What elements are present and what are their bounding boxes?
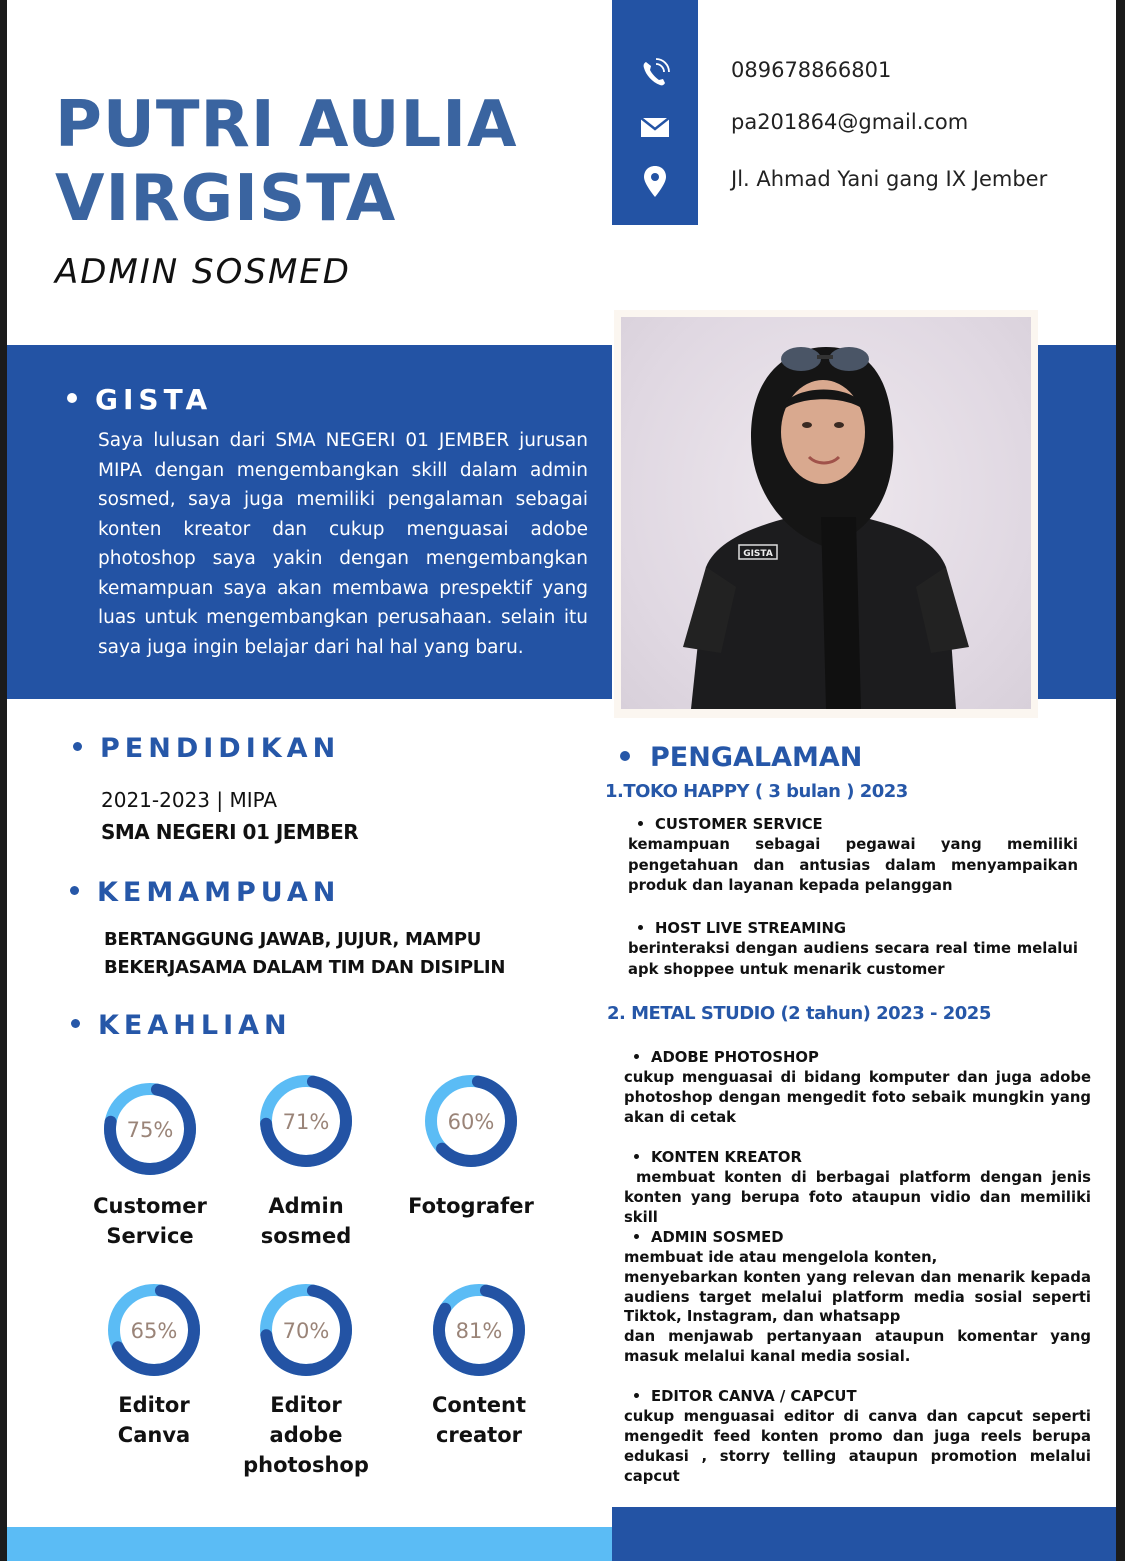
task-description-line: menyebarkan konten yang relevan dan menarik kepada audiens target melalui platform media sosial seperti bbox=[624, 1268, 1091, 1306]
donut-ring bbox=[258, 1282, 354, 1378]
skill-label-line: Canva bbox=[117, 1423, 191, 1447]
expertise-heading-text: KEAHLIAN bbox=[98, 1010, 292, 1041]
skill-label bbox=[70, 1191, 230, 1251]
education-heading bbox=[73, 733, 340, 764]
profile-heading bbox=[67, 383, 212, 416]
task-title bbox=[624, 1387, 1091, 1407]
bullet-icon bbox=[634, 1393, 639, 1398]
skill-label-line: adobe bbox=[269, 1423, 343, 1447]
bullet-icon bbox=[73, 742, 82, 751]
task-title-text: ADMIN SOSMED bbox=[651, 1229, 784, 1246]
task-description: berinteraksi dengan audiens secara real time melalui apk shoppee untuk menarik customer bbox=[628, 940, 1078, 978]
skill-label bbox=[391, 1191, 551, 1221]
portrait-illustration bbox=[621, 317, 1031, 709]
profile-photo bbox=[621, 317, 1031, 709]
skill-ring-fotografer bbox=[391, 1073, 551, 1221]
task-host-live-streaming bbox=[628, 919, 1078, 980]
abilities-heading bbox=[70, 877, 340, 908]
bullet-icon bbox=[634, 1154, 639, 1159]
task-description-line: Tiktok, Instagram, dan whatsapp bbox=[624, 1308, 901, 1326]
profile-heading-text: GISTA bbox=[95, 383, 213, 416]
bullet-icon bbox=[634, 1054, 639, 1059]
task-title bbox=[628, 815, 1078, 835]
ring-percent-label: 81% bbox=[455, 1319, 503, 1343]
phone-number[interactable]: 089678866801 bbox=[731, 58, 892, 82]
resume-page bbox=[7, 0, 1116, 1561]
contact-icon-bar bbox=[612, 0, 698, 225]
skill-label bbox=[399, 1390, 559, 1450]
footer-dark-blue-bar bbox=[612, 1507, 1116, 1561]
donut-ring bbox=[102, 1081, 198, 1177]
task-description: cukup menguasai editor di canva dan capcut seperti mengedit feed konten promo dan juga reels berupa edukasi , storry telling ataupun promotion melalui capcut bbox=[624, 1408, 1091, 1485]
full-name bbox=[55, 88, 518, 236]
skill-label-line: Fotografer bbox=[408, 1194, 534, 1218]
skill-label-line: photoshop bbox=[243, 1453, 369, 1477]
skill-ring-content-creator bbox=[399, 1282, 559, 1450]
bullet-icon bbox=[638, 821, 643, 826]
phone-icon bbox=[638, 56, 672, 90]
mail-icon bbox=[638, 110, 672, 144]
job-title-1: 1.TOKO HAPPY ( 3 bulan ) 2023 bbox=[605, 781, 908, 802]
education-period: 2021-2023 | MIPA bbox=[101, 788, 278, 812]
task-title-text: CUSTOMER SERVICE bbox=[655, 816, 823, 833]
skill-label-line: creator bbox=[435, 1423, 523, 1447]
skill-label-line: Content bbox=[431, 1393, 527, 1417]
task-title-text: EDITOR CANVA / CAPCUT bbox=[651, 1388, 857, 1405]
name-line-2: VIRGISTA bbox=[55, 162, 397, 236]
task-title bbox=[624, 1048, 1091, 1068]
skill-label-line: Service bbox=[106, 1224, 194, 1248]
profile-summary: Saya lulusan dari SMA NEGERI 01 JEMBER jurusan MIPA dengan mengembangkan skill dalam admin sosmed, saya juga memiliki pengalaman sebagai konten kreator dan cukup menguasai adobe photoshop saya yakin dengan mengembangkan kemampuan saya akan membawa prespektif yang luas untuk mengembangkan perusahaan. selain itu saya juga ingin belajar dari hal hal yang baru. bbox=[98, 430, 588, 658]
donut-ring bbox=[258, 1073, 354, 1169]
experience-heading bbox=[620, 742, 862, 773]
skill-label-line: sosmed bbox=[260, 1224, 352, 1248]
name-line-1: PUTRI AULIA bbox=[55, 88, 518, 162]
bullet-icon bbox=[620, 751, 630, 761]
skill-ring-customer-service bbox=[70, 1081, 230, 1251]
location-pin-icon bbox=[638, 164, 672, 198]
decorative-blue-block bbox=[1038, 345, 1116, 699]
abilities-text: BERTANGGUNG JAWAB, JUJUR, MAMPU BEKERJASAMA DALAM TIM DAN DISIPLIN bbox=[104, 929, 506, 978]
task-description-line: membuat ide atau mengelola konten, bbox=[624, 1249, 938, 1266]
task-title-text: HOST LIVE STREAMING bbox=[655, 920, 846, 937]
skill-label-line: Admin bbox=[268, 1194, 344, 1218]
email-address[interactable]: pa201864@gmail.com bbox=[731, 110, 969, 134]
task-description-line: dan menjawab pertanyaan ataupun komentar yang masuk melalui kanal media sosial. bbox=[624, 1328, 1091, 1365]
task-konten-kreator bbox=[624, 1148, 1091, 1228]
ring-percent-label: 70% bbox=[282, 1319, 330, 1343]
donut-ring bbox=[106, 1282, 202, 1378]
job-title-2: 2. METAL STUDIO (2 tahun) 2023 - 2025 bbox=[607, 1003, 991, 1024]
education-heading-text: PENDIDIKAN bbox=[100, 733, 341, 764]
bullet-icon bbox=[638, 925, 643, 930]
job-role: ADMIN SOSMED bbox=[55, 252, 351, 292]
task-title bbox=[624, 1228, 1091, 1248]
task-title bbox=[624, 1148, 1091, 1168]
task-adobe-photoshop bbox=[624, 1048, 1091, 1128]
shirt-badge-text: GISTA bbox=[743, 549, 773, 559]
donut-ring bbox=[423, 1073, 519, 1169]
donut-ring bbox=[431, 1282, 527, 1378]
ring-percent-label: 65% bbox=[130, 1319, 178, 1343]
abilities-heading-text: KEMAMPUAN bbox=[97, 877, 341, 908]
skill-label-line: Editor bbox=[270, 1393, 342, 1417]
ring-percent-label: 71% bbox=[282, 1110, 330, 1134]
experience-heading-text: PENGALAMAN bbox=[650, 742, 863, 773]
task-admin-sosmed bbox=[624, 1228, 1091, 1367]
task-description: cukup menguasai di bidang komputer dan juga adobe photoshop dengan mengedit foto sebaik mungkin yang akan di cetak bbox=[624, 1069, 1091, 1126]
skill-ring-editor-canva bbox=[74, 1282, 234, 1450]
footer-light-blue-bar bbox=[7, 1527, 612, 1561]
task-customer-service bbox=[628, 815, 1078, 897]
address: Jl. Ahmad Yani gang IX Jember bbox=[731, 167, 1048, 191]
skill-label-line: Customer bbox=[93, 1194, 207, 1218]
task-title bbox=[628, 919, 1078, 939]
task-title-text: ADOBE PHOTOSHOP bbox=[651, 1049, 819, 1066]
skill-ring-editor-photoshop bbox=[226, 1282, 386, 1480]
task-description: kemampuan sebagai pegawai yang memiliki pengetahuan dan antusias dalam menyampaikan produk dan layanan kepada pelanggan bbox=[628, 836, 1078, 894]
skill-label bbox=[226, 1191, 386, 1251]
skill-label bbox=[226, 1390, 386, 1480]
profile-photo-frame bbox=[614, 310, 1038, 718]
skill-label-line: Editor bbox=[118, 1393, 190, 1417]
bullet-icon bbox=[71, 1019, 80, 1028]
expertise-heading bbox=[71, 1010, 292, 1041]
task-title-text: KONTEN KREATOR bbox=[651, 1149, 802, 1166]
ring-percent-label: 75% bbox=[126, 1118, 174, 1142]
bullet-icon bbox=[70, 886, 79, 895]
skill-ring-admin-sosmed bbox=[226, 1073, 386, 1251]
skill-label bbox=[74, 1390, 234, 1450]
ring-percent-label: 60% bbox=[447, 1110, 495, 1134]
task-description: membuat konten di berbagai platform dengan jenis konten yang berupa foto ataupun vidio dan memiliki skill bbox=[624, 1169, 1091, 1226]
bullet-icon bbox=[634, 1234, 639, 1239]
task-editor-canva-capcut bbox=[624, 1387, 1091, 1487]
bullet-icon bbox=[67, 393, 77, 403]
education-school: SMA NEGERI 01 JEMBER bbox=[101, 820, 359, 844]
